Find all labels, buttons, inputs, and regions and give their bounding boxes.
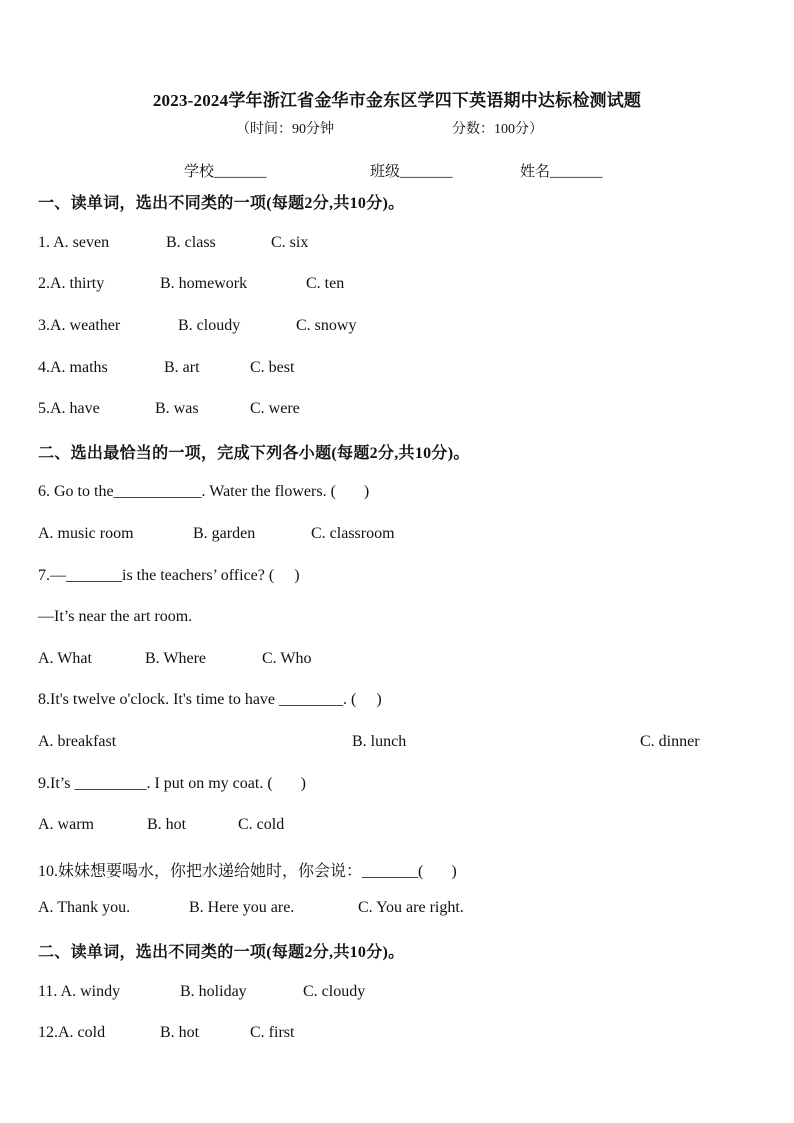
q2-option-a: 2.A. thirty [38, 275, 105, 292]
q5-option-b: B. was [155, 400, 199, 417]
exam-score: 分数：100分） [452, 122, 543, 137]
q9-option-c: C. cold [238, 816, 285, 833]
q10-option-a: A. Thank you. [38, 899, 131, 916]
q7-answer-line: —It’s near the art room. [38, 608, 193, 625]
q1-option-b: B. class [166, 234, 216, 251]
section-heading-2: 二、选出最恰当的一项，完成下列各小题(每题2分,共10分)。 [38, 445, 470, 462]
q9-option-a: A. warm [38, 816, 94, 833]
q4-option-b: B. art [164, 359, 200, 376]
q3-option-c: C. snowy [296, 317, 357, 334]
page-title: 2023-2024学年浙江省金华市金东区学四下英语期中达标检测试题 [152, 91, 642, 110]
q8-option-b: B. lunch [352, 733, 407, 750]
q3-option-a: 3.A. weather [38, 317, 121, 334]
q12-option-a: 12.A. cold [38, 1024, 106, 1041]
q6-option-b: B. garden [193, 525, 256, 542]
q12-option-b: B. hot [160, 1024, 200, 1041]
q4-option-a: 4.A. maths [38, 359, 108, 376]
q8-option-a: A. breakfast [38, 733, 117, 750]
school-field: 学校_______ [184, 164, 267, 180]
q1-option-c: C. six [271, 234, 309, 251]
q10-option-c: C. You are right. [358, 899, 464, 916]
section-heading-1: 一、读单词，选出不同类的一项(每题2分,共10分)。 [38, 195, 405, 212]
section-heading-3: 二、读单词，选出不同类的一项(每题2分,共10分)。 [38, 944, 405, 961]
q2-option-b: B. homework [160, 275, 248, 292]
q12-option-c: C. first [250, 1024, 295, 1041]
q7-option-a: A. What [38, 650, 92, 667]
q5-option-a: 5.A. have [38, 400, 100, 417]
q8-option-c: C. dinner [640, 733, 700, 750]
q11-option-c: C. cloudy [303, 983, 366, 1000]
q10-option-b: B. Here you are. [189, 899, 295, 916]
q5-option-c: C. were [250, 400, 300, 417]
class-field: 班级_______ [370, 164, 453, 180]
exam-time: （时间：90分钟 [236, 122, 334, 137]
q1-option-a: 1. A. seven [38, 234, 110, 251]
q2-option-c: C. ten [306, 275, 345, 292]
name-field: 姓名_______ [520, 164, 603, 180]
q3-option-b: B. cloudy [178, 317, 241, 334]
q11-option-b: B. holiday [180, 983, 247, 1000]
q9-option-b: B. hot [147, 816, 187, 833]
q11-option-a: 11. A. windy [38, 983, 121, 1000]
q6-option-a: A. music room [38, 525, 134, 542]
q6-option-c: C. classroom [311, 525, 395, 542]
q10-stem: 10.妹妹想要喝水，你把水递给她时，你会说：_______( ) [38, 863, 457, 880]
q4-option-c: C. best [250, 359, 295, 376]
q9-stem: 9.It’s _________. I put on my coat. ( ) [38, 775, 306, 792]
q6-stem: 6. Go to the___________. Water the flowers. ( ) [38, 483, 370, 500]
q7-option-b: B. Where [145, 650, 207, 667]
q7-option-c: C. Who [262, 650, 312, 667]
q7-stem: 7.—_______is the teachers’ office? ( ) [38, 567, 300, 584]
q8-stem: 8.It's twelve o'clock. It's time to have ________. ( ) [38, 691, 382, 708]
